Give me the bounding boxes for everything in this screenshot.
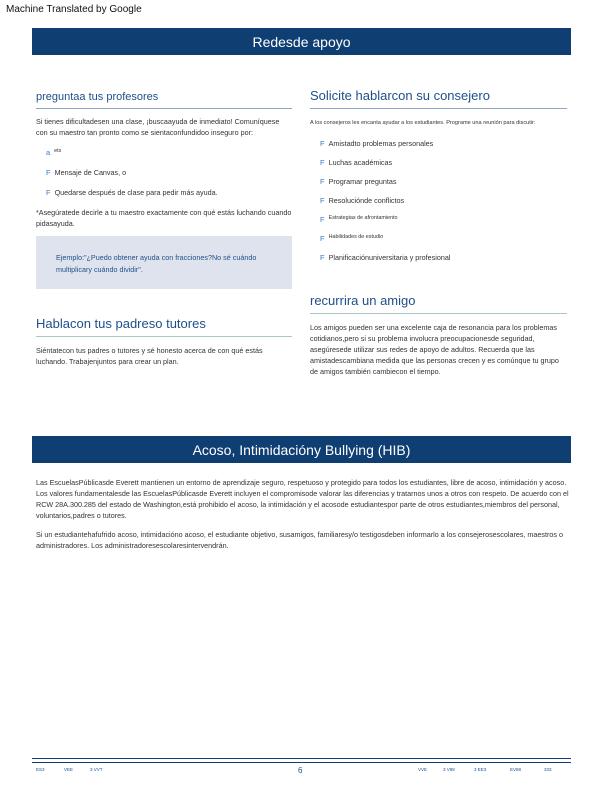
friend-section	[310, 293, 567, 377]
footer-rule	[32, 758, 571, 759]
bullet-item: a ets	[46, 148, 62, 157]
bullet-icon: a	[46, 148, 51, 157]
ask-teachers-section	[36, 91, 292, 229]
footer-right-1: VVE	[418, 767, 428, 772]
bullet-item: F Luchas académicas	[320, 158, 393, 167]
footer-left-3: 3 VVT	[90, 767, 103, 772]
ask-teachers-intro: Si tienes dificultadesen una clase, ¡buscaayuda de inmediato! Comuníquese con su maestro tan pronto como se sientaconfundidoo inseguro por:	[36, 117, 280, 137]
ask-help-note: *Asegúratede decirle a tu maestro exactamente con qué estás luchando cuando pidasayuda.	[36, 208, 292, 228]
page-number: 6	[298, 766, 303, 775]
footer-left-1: ES3	[36, 767, 45, 772]
footer-right-4: EV88	[510, 767, 522, 772]
bullet-item: F Programar preguntas	[320, 177, 397, 186]
bullet-icon: F	[320, 158, 325, 167]
talk-parents-text: Siéntatecon tus padres o tutores y sé honesto acerca de con qué estás luchando. Trabajenjuntos para crear un plan.	[36, 346, 263, 366]
section-divider	[310, 108, 567, 109]
ask-teachers-heading: preguntaa tus profesores	[36, 91, 159, 103]
bullet-item: F Habilidades de estudio	[320, 234, 384, 243]
bullet-item: F Amistadto problemas personales	[320, 139, 434, 148]
bullet-icon: F	[320, 253, 325, 262]
talk-parents-heading: Hablacon tus padreso tutores	[36, 316, 206, 331]
hib-paragraph-2: Si un estudiantehafufrido acoso, intimidacióno acoso, el estudiante objetivo, susamigos, familiaresy/o testigosdeben informarlo a los consejerosescolares, maestros o administradores. Los administradoresescolaresintervendrán.	[36, 530, 563, 550]
footer-right-5: 333	[544, 767, 552, 772]
friend-text: Los amigos pueden ser una excelente caja de resonancia para los problemas cotidianos,pero si su problema involucra preocupacionesde seguridad, asegúresede utilizar sus redes de apoyo de adultos. Recuerda que las amistadescambiana medida que las personas crecen y es comúnque tu grupo de amigos también cambiecon el tiempo.	[310, 323, 559, 376]
hib-paragraph-1: Las EscuelasPúblicasde Everett mantienen un entorno de aprendizaje seguro, respetuoso y protegido para todos los estudiantes, libre de acoso, intimidación y acoso. Los valores fundamentalesde las EscuelasPúblicasde Everett incluyen el compromisode valorar las diferencias y tratarnos unos a otros con respeto. De acuerdo con el RCW 28A.300.285 del estado de Washington,está prohibido el acoso, la intimidación y el acosode estudiantespor parte de otros estudiantes,miembros del personal, voluntarios,padres o tutores.	[36, 478, 569, 520]
hib-banner: Acoso, Intimidacióny Bullying (HIB)	[32, 436, 571, 463]
machine-translated-label: Machine Translated by Google	[6, 4, 142, 15]
bullet-item: F Mensaje de Canvas, o	[46, 168, 127, 177]
support-networks-banner: Redesde apoyo	[32, 28, 571, 55]
hib-section	[36, 477, 570, 551]
example-text: Ejemplo:"¿Puedo obtener ayuda con fracciones?No sé cuándo multiplicary cuándo dividir".	[56, 253, 257, 274]
bullet-item: F Resoluciónde conflictos	[320, 196, 405, 205]
talk-parents-section	[36, 316, 292, 367]
footer-right-2: 3 V88	[443, 767, 455, 772]
bullet-item: F Quedarse después de clase para pedir más ayuda.	[46, 188, 218, 197]
counselor-intro: A los consejeros les encanta ayudar a los estudiantes. Programe una reunión para discutir:	[310, 120, 536, 126]
bullet-icon: F	[320, 215, 325, 224]
footer-right-3: 3 EE3	[474, 767, 487, 772]
example-callout	[36, 236, 292, 289]
bullet-icon: F	[320, 196, 325, 205]
counselor-heading: Solicite hablarcon su consejero	[310, 88, 490, 103]
bullet-icon: F	[320, 234, 325, 243]
footer-left-2: VEE	[64, 767, 74, 772]
bullet-icon: F	[46, 168, 51, 177]
bullet-item: F Planificaciónuniversitaria y profesional	[320, 253, 451, 262]
bullet-icon: F	[320, 177, 325, 186]
section-divider	[36, 336, 292, 337]
section-divider	[310, 313, 567, 314]
bullet-icon: F	[46, 188, 51, 197]
bullet-icon: F	[320, 139, 325, 148]
section-divider	[36, 108, 292, 109]
counselor-section	[310, 88, 567, 262]
footer-rule	[32, 762, 571, 763]
friend-heading: recurrira un amigo	[310, 293, 416, 308]
bullet-item: F Estrategias de afrontamiento	[320, 215, 398, 224]
